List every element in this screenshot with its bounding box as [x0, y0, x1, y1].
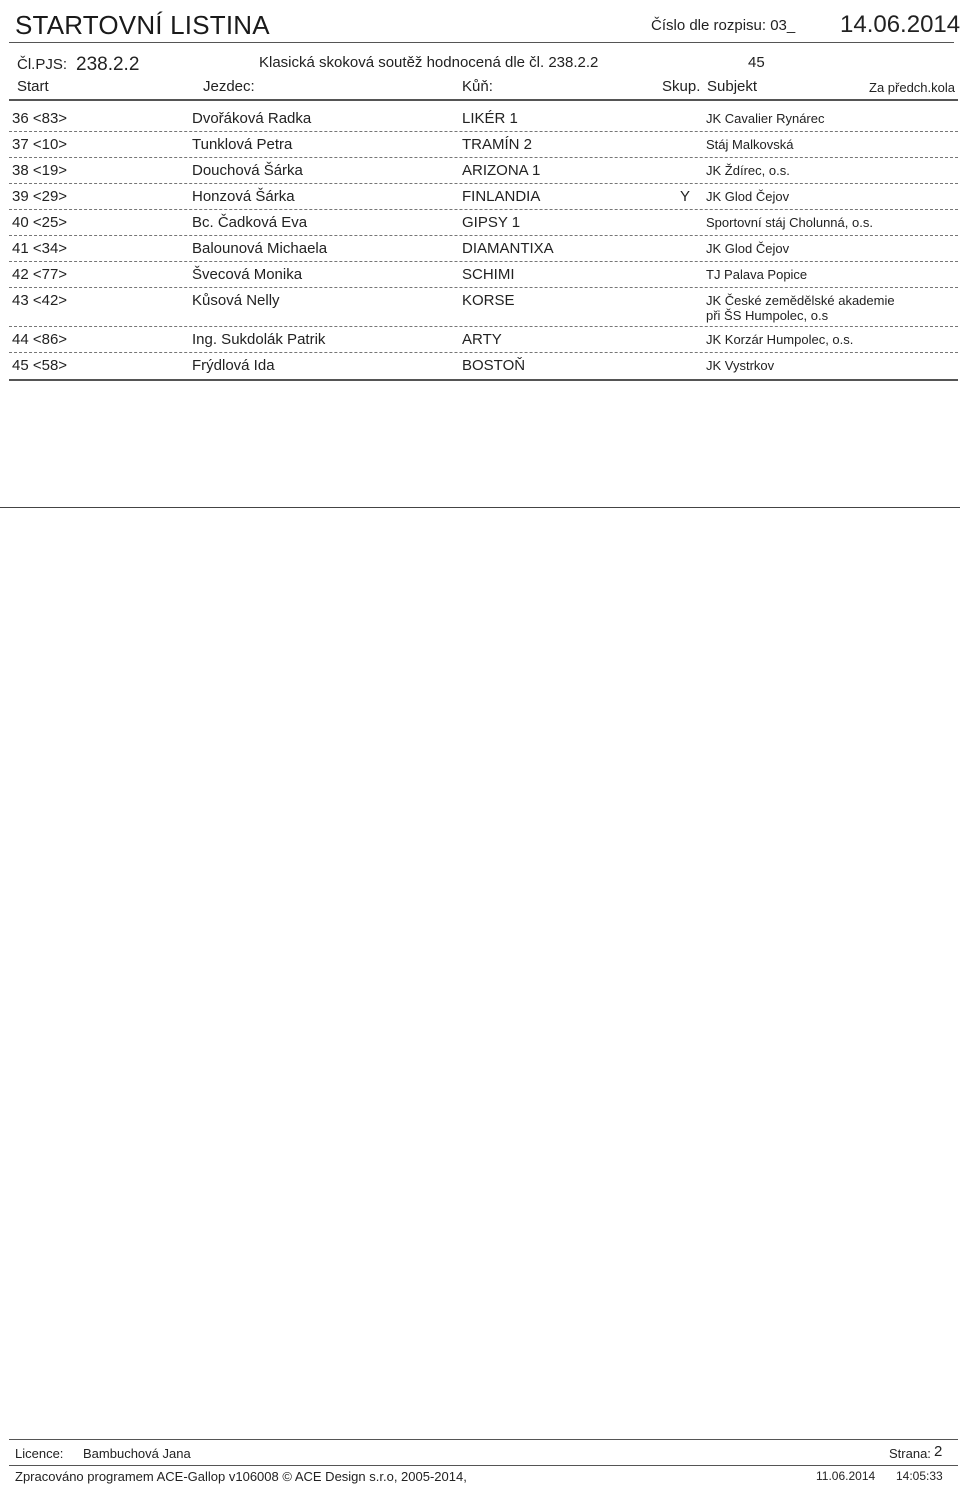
rider-name: Frýdlová Ida: [192, 357, 275, 374]
page-title: STARTOVNÍ LISTINA: [15, 10, 270, 40]
competition-type: Klasická skoková soutěž hodnocená dle čl. 238.2.2: [259, 54, 599, 71]
club-name: Stáj Malkovská: [706, 137, 794, 152]
row-divider: [9, 131, 958, 132]
page-label: Strana:: [889, 1446, 931, 1461]
column-header-divider: [9, 99, 958, 101]
start-number: 42 <77>: [12, 266, 68, 283]
horse-name: LIKÉR 1: [462, 110, 518, 127]
column-header-horse: Kůň:: [462, 78, 493, 95]
club-name: JK Cavalier Rynárec: [706, 111, 825, 126]
section-divider: [0, 507, 960, 508]
start-number: 41 <34>: [12, 240, 68, 257]
club-name: JK Glod Čejov: [706, 189, 790, 204]
club-name: JK Vystrkov: [706, 358, 775, 373]
club-name: JK Korzár Humpolec, o.s.: [706, 332, 854, 347]
header-divider: [9, 42, 954, 43]
horse-name: BOSTOŇ: [462, 357, 526, 374]
horse-name: TRAMÍN 2: [462, 136, 533, 153]
rider-name: Douchová Šárka: [192, 162, 303, 179]
program-credit: Zpracováno programem ACE-Gallop v106008 © ACE Design s.r.o, 2005-2014,: [15, 1469, 467, 1484]
license-label: Licence:: [15, 1446, 64, 1461]
rider-name: Tunklová Petra: [192, 136, 293, 153]
start-number: 44 <86>: [12, 331, 68, 348]
start-number: 37 <10>: [12, 136, 68, 153]
club-name: JK Ždírec, o.s.: [706, 163, 790, 178]
rozpis-number: Číslo dle rozpisu: 03_: [651, 17, 796, 34]
club-name: JK Glod Čejov: [706, 241, 790, 256]
row-divider: [9, 157, 958, 158]
footer-divider-2: [9, 1465, 958, 1466]
license-value: Bambuchová Jana: [83, 1446, 191, 1461]
rider-name: Bc. Čadková Eva: [192, 214, 308, 231]
row-divider: [9, 326, 958, 327]
club-name: TJ Palava Popice: [706, 267, 808, 282]
start-number: 43 <42>: [12, 292, 68, 309]
rider-name: Balounová Michaela: [192, 240, 328, 257]
row-divider: [9, 287, 958, 288]
column-header-previous: Za předch.kola: [869, 80, 955, 95]
row-divider: [9, 183, 958, 184]
club-name: Sportovní stáj Cholunná, o.s.: [706, 215, 873, 230]
club-name: JK České zemědělské akademie: [706, 293, 895, 308]
rider-name: Švecová Monika: [192, 266, 303, 283]
horse-name: GIPSY 1: [462, 214, 521, 231]
horse-name: DIAMANTIXA: [462, 240, 554, 257]
group-code: Y: [680, 188, 691, 205]
horse-name: FINLANDIA: [462, 188, 541, 205]
column-header-group: Skup.: [662, 78, 701, 95]
row-divider: [9, 235, 958, 236]
footer-divider: [9, 1439, 958, 1440]
column-header-club: Subjekt: [707, 78, 758, 95]
start-number: 38 <19>: [12, 162, 68, 179]
generated-time: 14:05:33: [896, 1469, 943, 1483]
row-divider: [9, 209, 958, 210]
start-number: 45 <58>: [12, 357, 68, 374]
rider-name: Ing. Sukdolák Patrik: [192, 331, 326, 348]
pjs-label: Čl.PJS:: [17, 56, 68, 73]
generated-date: 11.06.2014: [816, 1469, 876, 1483]
list-end-divider: [9, 379, 958, 381]
event-date: 14.06.2014: [840, 11, 960, 38]
row-divider: [9, 352, 958, 353]
entry-count: 45: [748, 54, 765, 71]
start-number: 39 <29>: [12, 188, 68, 205]
rider-name: Kůsová Nelly: [192, 292, 280, 309]
page-number: 2: [934, 1443, 943, 1460]
rider-name: Honzová Šárka: [192, 188, 295, 205]
pjs-value: 238.2.2: [76, 54, 140, 75]
start-number: 40 <25>: [12, 214, 68, 231]
column-header-rider: Jezdec:: [203, 78, 255, 95]
column-header-start: Start: [17, 78, 49, 95]
rider-name: Dvořáková Radka: [192, 110, 312, 127]
club-name: při ŠS Humpolec, o.s: [706, 308, 829, 323]
start-number: 36 <83>: [12, 110, 68, 127]
horse-name: KORSE: [462, 292, 515, 309]
horse-name: SCHIMI: [462, 266, 515, 283]
row-divider: [9, 261, 958, 262]
horse-name: ARIZONA 1: [462, 162, 541, 179]
horse-name: ARTY: [462, 331, 502, 348]
